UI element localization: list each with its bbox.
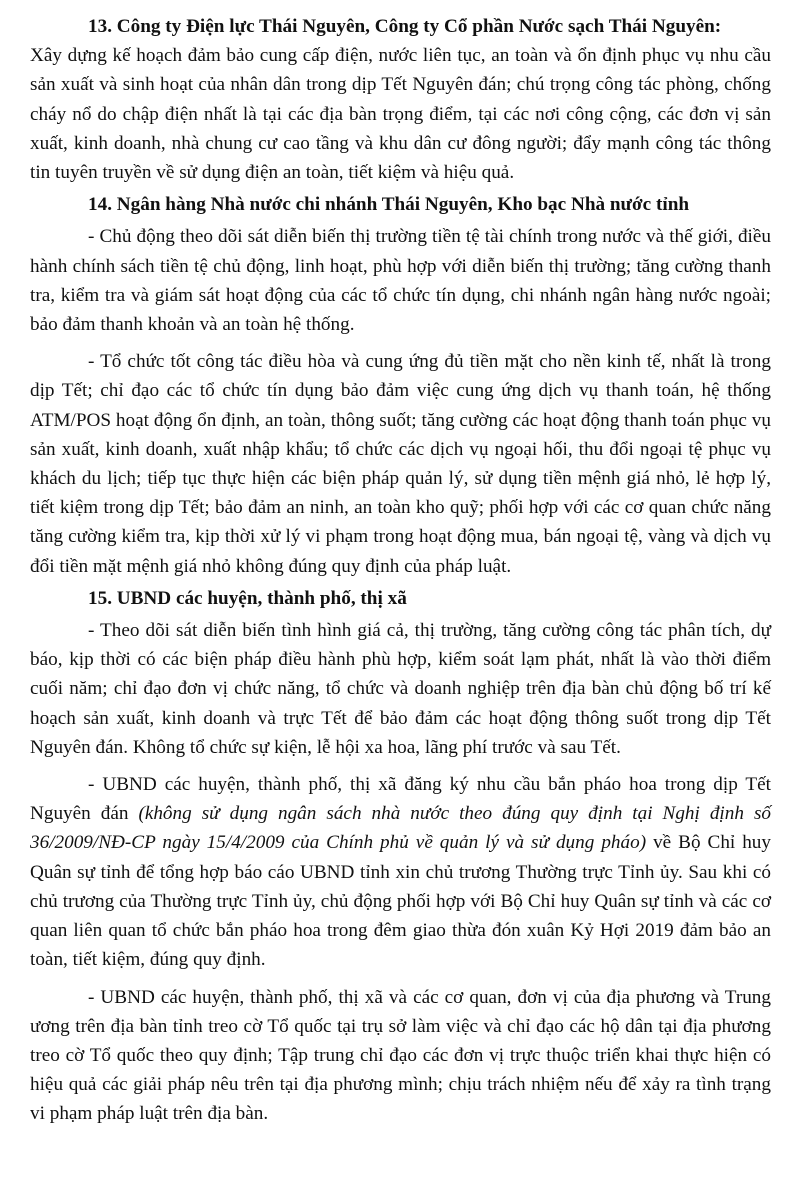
- section-15-paragraph-2-start: - UBND các huyện, thành phố, thị xã đăng ký nhu cầu bắn pháo hoa trong dịp Tết Nguyên đán: [30, 774, 771, 825]
- section-14-heading: 14. Ngân hàng Nhà nước chi nhánh Thái Nguyên, Kho bạc Nhà nước tỉnh: [88, 194, 690, 216]
- section-15-paragraph-1: - Theo dõi sát diễn biến tình hình giá cả, thị trường, tăng cường công tác phân tích, dự báo, kịp thời có các biện pháp điều hành phù hợp, kiểm soát lạm phát, nhất là vào thời điểm cuối năm; chỉ đạo đơn vị chức năng, tổ chức và doanh nghiệp trên địa bàn chủ động bố trí kế hoạch sản xuất, kinh doanh và trực Tết để bảo đảm các hoạt động thông suốt trong dịp Tết Nguyên đán. Không tổ chức sự kiện, lễ hội xa hoa, lãng phí trước và sau Tết.: [30, 620, 771, 758]
- section-13-body: Xây dựng kế hoạch đảm bảo cung cấp điện, nước liên tục, an toàn và ổn định phục vụ nhu cầu sản xuất và sinh hoạt của nhân dân trong dịp Tết Nguyên đán; chú trọng công tác phòng, chống cháy nổ do chập điện nhất là tại các địa bàn trọng điểm, tại các nơi công cộng, các đơn vị sản xuất, kinh doanh, nhà chung cư cao tầng và khu dân cư đông người; đẩy mạnh công tác thông tin tuyên truyền về sử dụng điện an toàn, tiết kiệm và hiệu quả.: [30, 45, 771, 184]
- section-13-heading: 13. Công ty Điện lực Thái Nguyên, Công ty Cổ phần Nước sạch Thái Nguyên:: [88, 16, 722, 37]
- section-15-heading: 15. UBND các huyện, thành phố, thị xã: [88, 587, 407, 609]
- section-14-paragraph-2: - Tổ chức tốt công tác điều hòa và cung ứng đủ tiền mặt cho nền kinh tế, nhất là trong dịp Tết; chỉ đạo các tổ chức tín dụng bảo đảm việc cung ứng dịch vụ thanh toán, hệ thống ATM/POS hoạt động ổn định, an toàn, thông suốt; tăng cường các hoạt động thanh toán phục vụ sản xuất, kinh doanh, xuất nhập khẩu; tổ chức các dịch vụ ngoại hối, thu đổi ngoại tệ phục vụ khách du lịch; tiếp tục thực hiện các biện pháp quản lý, sử dụng tiền mệnh giá nhỏ, lẻ hợp lý, tiết kiệm trong dịp Tết; bảo đảm an ninh, an toàn kho quỹ; phối hợp với các cơ quan chức năng tăng cường kiểm tra, kịp thời xử lý vi phạm trong hoạt động mua, bán ngoại tệ, vàng và dịch vụ đổi tiền mặt mệnh giá nhỏ không đúng quy định của pháp luật.: [30, 351, 771, 577]
- section-15-paragraph-3: - UBND các huyện, thành phố, thị xã và các cơ quan, đơn vị của địa phương và Trung ương trên địa bàn tỉnh treo cờ Tổ quốc tại trụ sở làm việc và chỉ đạo các hộ dân tại địa phương treo cờ Tổ quốc theo quy định; Tập trung chỉ đạo các đơn vị trực thuộc triển khai thực hiện có hiệu quả các giải pháp nêu trên tại địa phương mình; chịu trách nhiệm nếu để xảy ra tình trạng vi phạm pháp luật trên địa bàn.: [30, 986, 771, 1125]
- section-15-paragraph-2-italic-note: (không sử dụng ngân sách nhà nước theo đúng quy định tại Nghị định số 36/2009/NĐ-CP ngày 15/4/2009 của Chính phủ về quản lý và sử dụng pháo): [30, 803, 772, 854]
- section-15-paragraph-2: [30, 770, 771, 974]
- section-15-paragraph-2-end: về Bộ Chỉ huy Quân sự tỉnh để tổng hợp báo cáo UBND tỉnh xin chủ trương Thường trực Tỉnh ủy. Sau khi có chủ trương của Thường trực Tỉnh ủy, chủ động phối hợp với Bộ Chỉ huy Quân sự tỉnh và các cơ quan liên quan tổ chức bắn pháo hoa trong đêm giao thừa đón xuân Kỷ Hợi 2019 đảm bảo an toàn, tiết kiệm, đúng quy định.: [30, 832, 771, 971]
- section-14-paragraph-1: - Chủ động theo dõi sát diễn biến thị trường tiền tệ tài chính trong nước và thế giới, điều hành chính sách tiền tệ chủ động, linh hoạt, phù hợp với diễn biến thị trường; tăng cường thanh tra, kiểm tra và giám sát hoạt động của các tổ chức tín dụng, chi nhánh ngân hàng nước ngoài; bảo đảm thanh khoản và an toàn hệ thống.: [30, 226, 771, 336]
